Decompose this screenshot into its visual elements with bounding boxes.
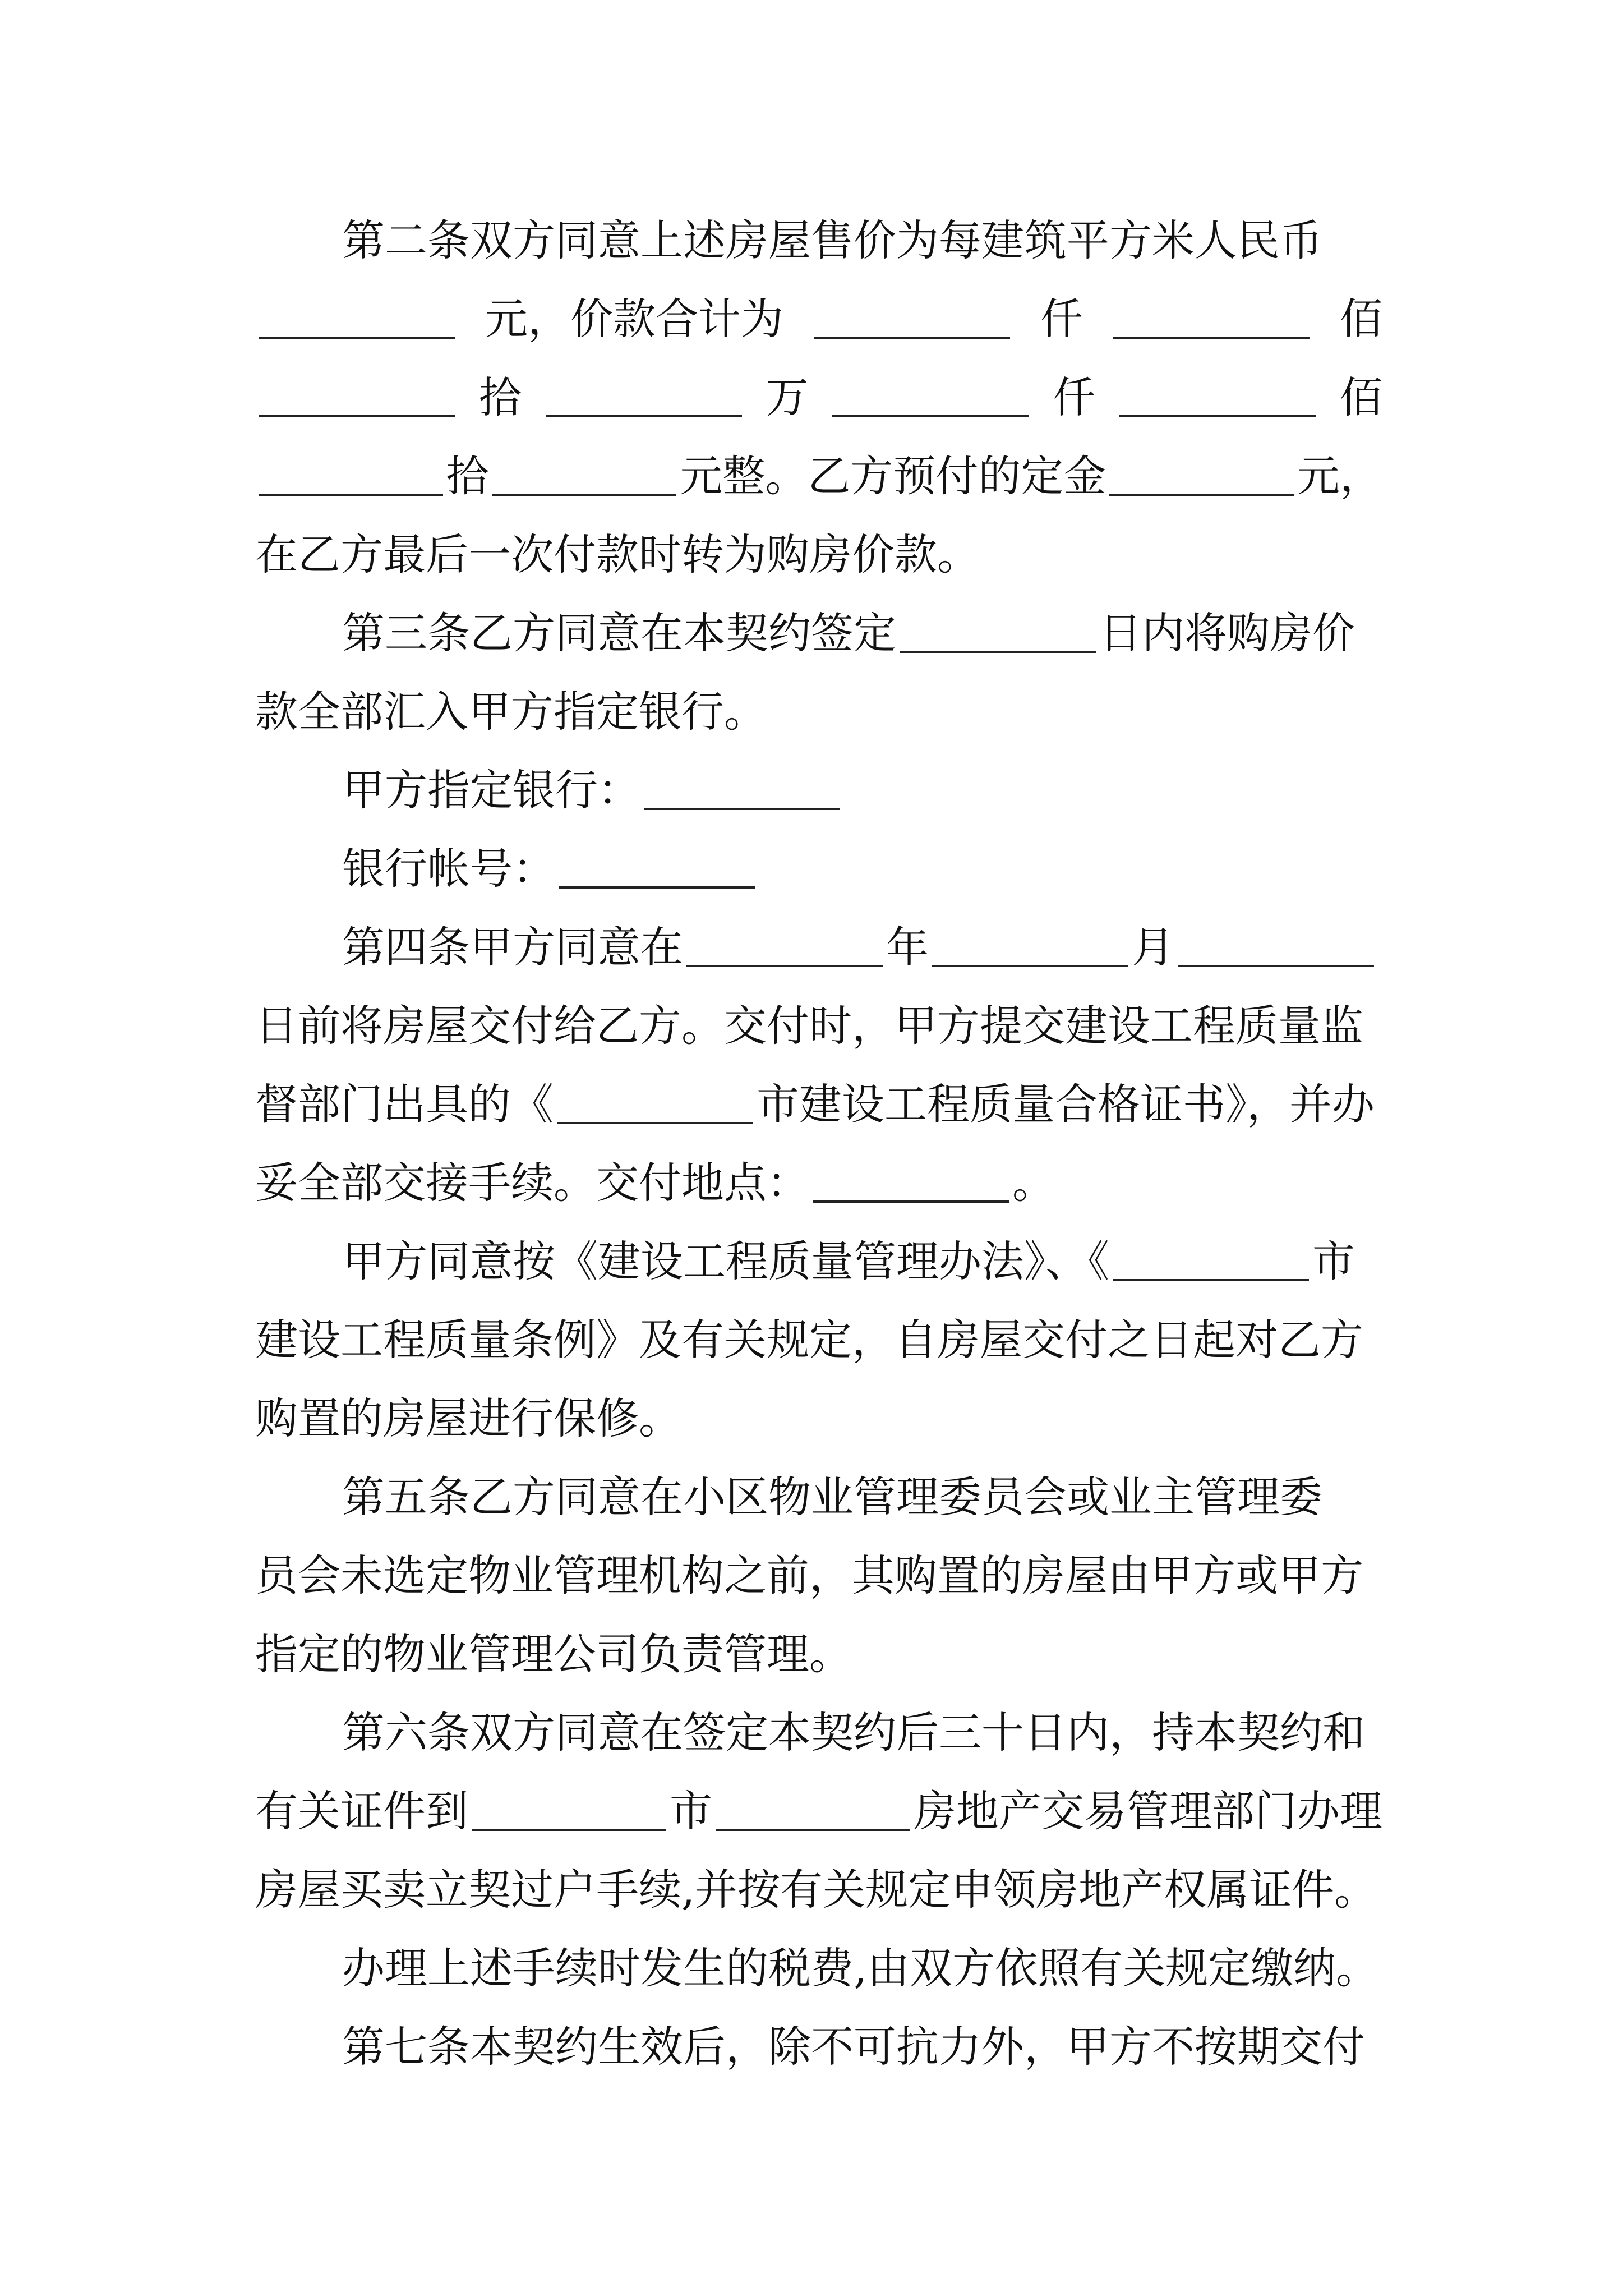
article3-text: 款全部汇入甲方指定银行。 bbox=[255, 687, 767, 737]
account-blank[interactable] bbox=[559, 886, 755, 889]
article6-text: 第六条双方同意在签定本契约后三十日内，持本契约和 bbox=[342, 1708, 1365, 1757]
fill-blank[interactable] bbox=[1119, 415, 1316, 417]
fill-blank[interactable] bbox=[546, 415, 742, 417]
article4-text: 日前将房屋交付给乙方。交付时，甲方提交建设工程质量监 bbox=[255, 1001, 1363, 1051]
account-line bbox=[342, 838, 1382, 900]
article4-p2-line2 bbox=[255, 1309, 1382, 1371]
article6-text: 办理上述手续时发生的税费,由双方依照有关规定缴纳。 bbox=[342, 1943, 1379, 1993]
fill-blank[interactable] bbox=[259, 415, 455, 417]
article4-text: 妥全部交接手续。交付地点： bbox=[255, 1158, 809, 1208]
article2-text: 元整。乙方预付的定金 bbox=[680, 451, 1106, 501]
article3-text: 第三条乙方同意在本契约签定 bbox=[342, 608, 896, 658]
article6-text: 有关证件到 bbox=[255, 1786, 468, 1836]
article3-line1 bbox=[342, 602, 1382, 664]
article2-text: 在乙方最后一次付款时转为购房价款。 bbox=[255, 530, 980, 579]
article4-text: 市建设工程质量合格证书》，并办 bbox=[757, 1079, 1375, 1129]
article3-text: 日内将购房价 bbox=[1099, 608, 1355, 658]
article2-text: 仟 bbox=[1053, 372, 1096, 422]
article2-text: 元，价款合计为 bbox=[485, 294, 783, 344]
fill-blank[interactable] bbox=[1113, 337, 1310, 339]
article4-line4 bbox=[255, 1152, 1382, 1214]
article2-text: 佰 bbox=[1339, 372, 1382, 422]
article4-text: 。 bbox=[1012, 1158, 1055, 1208]
article6-line1 bbox=[342, 1702, 1382, 1764]
article5-text: 员会未选定物业管理机构之前，其购置的房屋由甲方或甲方 bbox=[255, 1550, 1363, 1600]
article2-text: 万 bbox=[766, 372, 809, 422]
article5-line2 bbox=[255, 1545, 1382, 1607]
article4-text: 年 bbox=[886, 922, 929, 972]
article7-text: 第七条本契约生效后，除不可抗力外，甲方不按期交付 bbox=[342, 2022, 1365, 2072]
article5-line1 bbox=[342, 1466, 1382, 1528]
article4-line2 bbox=[255, 995, 1382, 1057]
fill-blank[interactable] bbox=[259, 337, 455, 339]
article4-text: 督部门出具的《 bbox=[255, 1079, 554, 1129]
article4-text: 市 bbox=[1312, 1236, 1355, 1286]
article5-text: 第五条乙方同意在小区物业管理委员会或业主管理委 bbox=[342, 1472, 1322, 1522]
article2-text: 元， bbox=[1297, 451, 1383, 501]
article7-line1 bbox=[342, 2016, 1382, 2078]
fill-blank[interactable] bbox=[557, 1122, 753, 1124]
article4-text: 甲方同意按《建设工程质量管理办法》、《 bbox=[342, 1236, 1109, 1286]
fill-blank[interactable] bbox=[1178, 965, 1374, 967]
article2-text: 拾 bbox=[446, 451, 489, 501]
fill-blank[interactable] bbox=[1109, 494, 1294, 496]
article3-line2 bbox=[255, 681, 1382, 743]
article4-p2-line1 bbox=[342, 1231, 1382, 1292]
article6-text: 房地产交易管理部门办理 bbox=[914, 1786, 1382, 1836]
article2-line3 bbox=[255, 367, 1382, 429]
article5-line3 bbox=[255, 1623, 1382, 1685]
article2-text: 仟 bbox=[1040, 294, 1083, 344]
article2-line5 bbox=[255, 524, 1382, 586]
article6-text: 市 bbox=[670, 1786, 712, 1836]
article2-line2 bbox=[255, 288, 1382, 350]
article4-line3 bbox=[255, 1074, 1382, 1135]
article6-line3 bbox=[255, 1859, 1382, 1921]
article4-p2-line3 bbox=[255, 1388, 1382, 1450]
article2-text: 佰 bbox=[1340, 294, 1382, 344]
fill-blank[interactable] bbox=[259, 494, 443, 496]
article5-text: 指定的物业管理公司负责管理。 bbox=[255, 1629, 852, 1679]
fill-blank[interactable] bbox=[814, 337, 1010, 339]
article4-text: 第四条甲方同意在 bbox=[342, 922, 683, 972]
fill-blank[interactable] bbox=[472, 1829, 666, 1831]
article4-text: 购置的房屋进行保修。 bbox=[255, 1393, 681, 1443]
article2-line4 bbox=[255, 445, 1382, 507]
bank-line bbox=[342, 760, 1382, 821]
fill-blank[interactable] bbox=[900, 651, 1096, 653]
fill-blank[interactable] bbox=[832, 415, 1029, 417]
article6-p2 bbox=[342, 1938, 1382, 1999]
fill-blank[interactable] bbox=[492, 494, 677, 496]
fill-blank[interactable] bbox=[686, 965, 883, 967]
article2-text: 第二条双方同意上述房屋售价为每建筑平方米人民币 bbox=[342, 215, 1322, 265]
article4-line1 bbox=[342, 917, 1382, 978]
fill-blank[interactable] bbox=[1113, 1279, 1309, 1281]
article4-text: 建设工程质量条例》及有关规定，自房屋交付之日起对乙方 bbox=[255, 1315, 1363, 1365]
fill-blank[interactable] bbox=[716, 1829, 910, 1831]
article6-line2 bbox=[255, 1780, 1382, 1842]
article2-line1 bbox=[342, 210, 1382, 272]
article4-text: 月 bbox=[1132, 922, 1174, 972]
fill-blank[interactable] bbox=[813, 1200, 1009, 1203]
bank-label: 甲方指定银行： bbox=[342, 765, 640, 815]
account-label: 银行帐号： bbox=[342, 844, 555, 894]
article6-text: 房屋买卖立契过户手续,并按有关规定申领房地产权属证件。 bbox=[255, 1865, 1377, 1915]
fill-blank[interactable] bbox=[932, 965, 1128, 967]
article2-text: 拾 bbox=[478, 372, 522, 422]
bank-blank[interactable] bbox=[644, 808, 840, 810]
